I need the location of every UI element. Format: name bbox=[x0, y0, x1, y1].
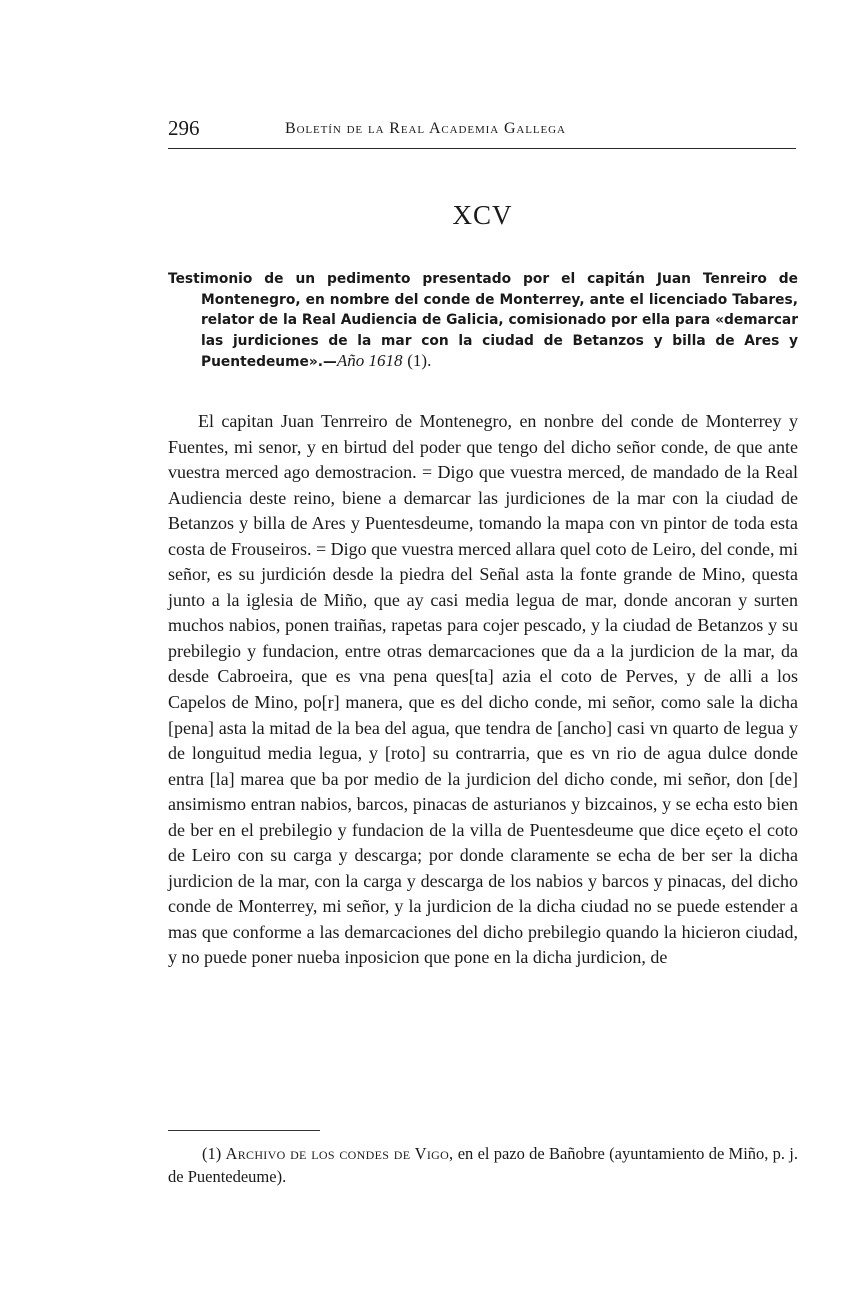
summary-first-line: Testimonio de un pedimento presentado por el capitán Juan Tenreiro bbox=[168, 271, 767, 287]
journal-title: Boletín de la Real Academia Gallega bbox=[285, 120, 566, 137]
summary-year: Año 1618 bbox=[336, 351, 403, 370]
footnote-text: en el pazo de Bañobre (ayuntamiento de Miño, p. j. de Puentedeume). bbox=[168, 1144, 799, 1186]
footnote bbox=[168, 1142, 798, 1188]
summary-text: de Montenegro, en nombre del conde de Monterrey, ante el licenciado Tabares, relator de la Real Audiencia de Galicia, comisionado por ella para «demarcar las jurdiciones de la mar con la ciudad de Betanzos y billa de Ares y Puentedeume».— bbox=[201, 271, 798, 370]
footnote-mark: (1) bbox=[202, 1144, 222, 1163]
document-number: XCV bbox=[452, 200, 513, 230]
page-number: 296 bbox=[168, 116, 200, 140]
footnote-source: Archivo de los condes de Vigo, bbox=[225, 1144, 454, 1163]
footnote-reference: (1). bbox=[407, 351, 432, 370]
document-summary bbox=[168, 269, 798, 373]
footnote-divider bbox=[168, 1130, 320, 1131]
running-head bbox=[168, 116, 796, 149]
body-paragraph: El capitan Juan Tenrreiro de Montenegro, en nonbre del conde de Monterrey y Fuentes, mi senor, y en birtud del poder que tengo del dicho señor conde, de que ante vuestra merced ago demostracion. = Digo que vuestra merced, de mandado de la Real Audiencia deste reino, biene a demarcar las jurdiciones de la mar con la ciudad de Betanzos y billa de Ares y Puentesdeume, tomando la mapa con vn pintor de toda esta costa de Frouseiros. = Digo que vuestra merced allara quel coto de Leiro, del conde, mi señor, es su jurdición desde la piedra del Señal asta la fonte grande de Mino, questa junto a la iglesia de Miño, que ay casi media legua de mar, donde ancoran y surten muchos nabios, ponen traiñas, rapetas para cojer pescado, y la ciudad de Betanzos y su prebilegio y fundacion, entre otras demarcaciones que da a la jurdicion de la mar, da desde Cabroeira, que es vna pena ques[ta] azia el coto de Perves, y de alli a los Capelos de Mino, po[r] manera, que es del dicho conde, mi señor, como sale la dicha [pena] asta la mitad de la bea del agua, que tendra de [ancho] casi vn quarto de legua y de longuitud media legua, y [roto] su contrarria, que es vn rio de agua dulce donde entra [la] marea que ba por medio de la jurdicion del dicho conde, mi señor, don [de] ansimismo entran nabios, barcos, pinacas de asturianos y bizcainos, y se echa esto bien de ber en el prebilegio y fundacion de la villa de Puentesdeume que dice eçeto el coto de Leiro con su carga y descarga; por donde claramente se echa de ber ser la dicha jurdicion de la mar, con la carga y descarga de los nabios y barcos y pinacas, del dicho conde de Monterrey, mi señor, y la jurdicion de la dicha ciudad no se puede estender a mas que conforme a las demarcaciones del dicho prebilegio quando la hicieron ciudad, y no puede poner nueba inposicion que pone en la dicha jurdicion, de bbox=[168, 411, 798, 968]
